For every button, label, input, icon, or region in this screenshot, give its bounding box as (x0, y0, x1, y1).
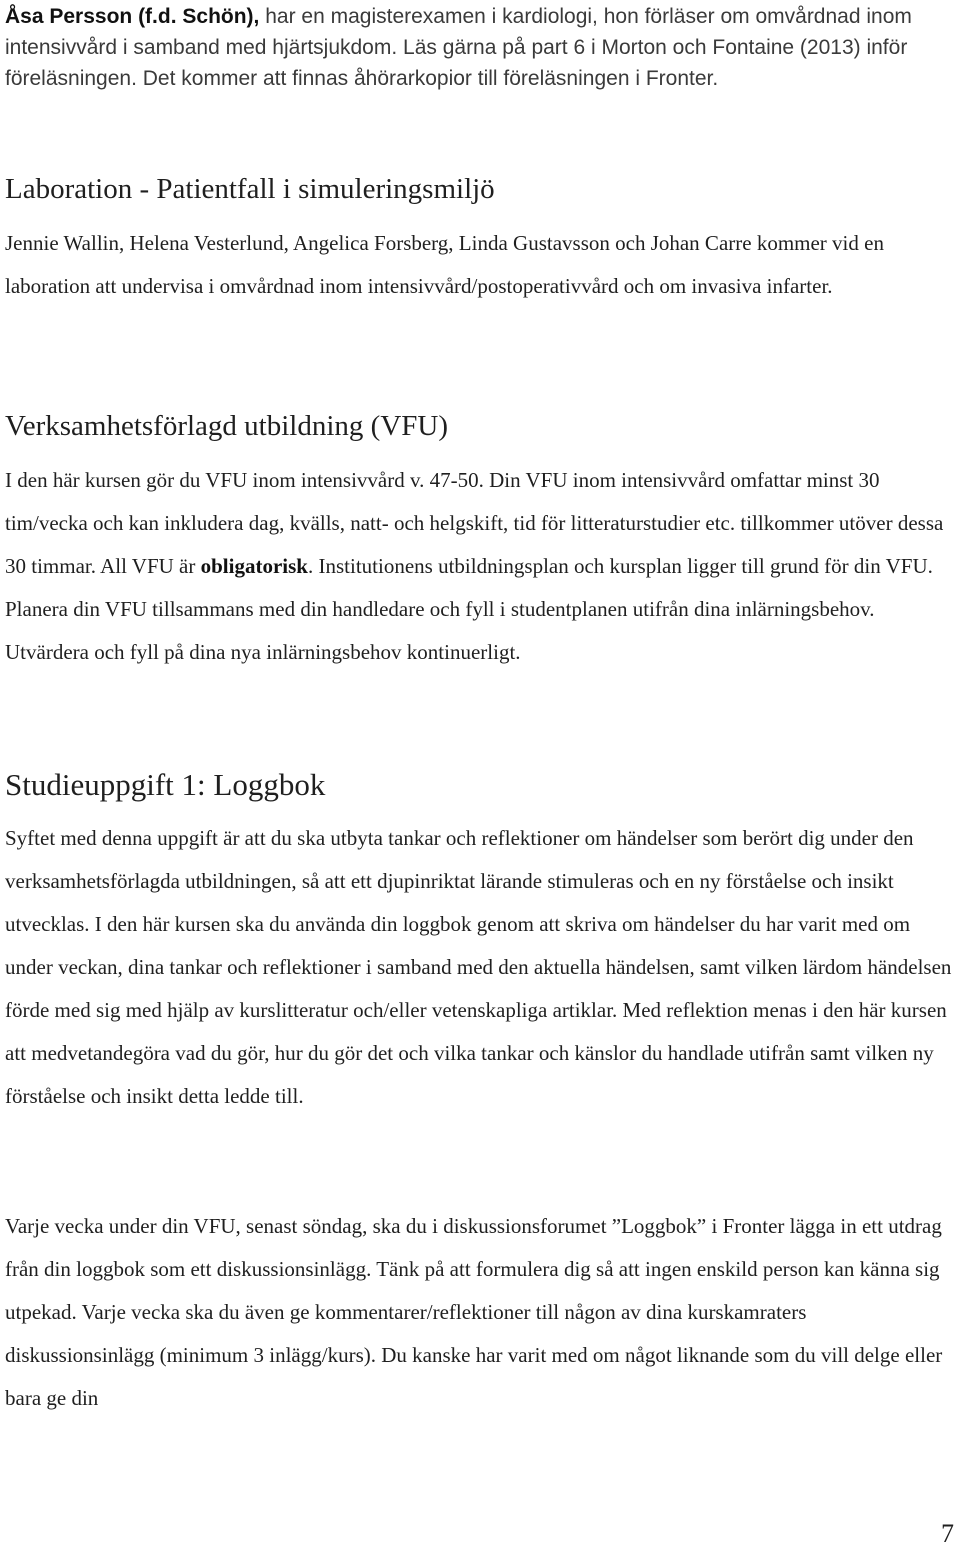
loggbok-paragraph-2: Varje vecka under din VFU, senast söndag, ska du i diskussionsforumet ”Loggbok” i Fronter lägga in ett utdrag från din loggbok som ett diskussionsinlägg. Tänk på att formulera dig så att ingen enskild person kan känna sig utpekad. Varje vecka ska du även ge kommentarer/reflektioner till någon av dina kurskamraters diskussionsinlägg (minimum 3 inlägg/kurs). Du kanske har varit med om något liknande som du vill delge eller bara ge din (5, 1214, 943, 1410)
loggbok-heading: Studieuppgift 1: Loggbok (5, 767, 326, 802)
laboration-body: Jennie Wallin, Helena Vesterlund, Angelica Forsberg, Linda Gustavsson och Johan Carre kommer vid en laboration att undervisa i omvårdnad inom intensivvård/postoperativvård och om invasiva infarter. (5, 231, 884, 298)
vfu-body-text-1: I den här kursen gör du VFU inom intensivvård v. 47-50. Din VFU inom intensivvård omfattar minst 30 tim/vecka och kan inkludera dag, kvälls, natt- och helgskift, tid för litteraturstudier etc. tillkommer utöver dessa 30 timmar. All VFU är (5, 468, 944, 578)
vfu-heading: Verksamhetsförlagd utbildning (VFU) (5, 410, 448, 442)
vfu-body (5, 459, 957, 674)
laboration-heading: Laboration - Patientfall i simuleringsmiljö (5, 173, 495, 205)
vfu-body-bold: obligatorisk (200, 554, 308, 578)
intro-paragraph (5, 1, 957, 94)
intro-text: har en magisterexamen i kardiologi, hon förläser om omvårdnad inom intensivvård i samband med hjärtsjukdom. Läs gärna på part 6 i Morton och Fontaine (2013) inför föreläsningen. Det kommer att finnas åhörarkopior till föreläsningen i Fronter. (5, 5, 912, 90)
page-number: 7 (941, 1519, 954, 1548)
vfu-body-text-2: . Institutionens utbildningsplan och kursplan ligger till grund för din VFU. Planera din VFU tillsammans med din handledare och fyll i studentplanen utifrån dina inlärningsbehov. Utvärdera och fyll på dina nya inlärningsbehov kontinuerligt. (5, 554, 933, 664)
intro-author: Åsa Persson (f.d. Schön), (5, 5, 260, 28)
loggbok-paragraph-1: Syftet med denna uppgift är att du ska utbyta tankar och reflektioner om händelser som berört dig under den verksamhetsförlagda utbildningen, så att ett djupinriktat lärande stimuleras och en ny förståelse och insikt utvecklas. I den här kursen ska du använda din loggbok genom att skriva om händelser du har varit med om under veckan, dina tankar och reflektioner i samband med den aktuella händelsen, samt vilken lärdom händelsen förde med sig med hjälp av kurslitteratur och/eller vetenskapliga artiklar. Med reflektion menas i den här kursen att medvetandegöra vad du gör, hur du gör det och vilka tankar och känslor du handlade utifrån samt vilken ny förståelse och insikt detta ledde till. (5, 826, 952, 1108)
